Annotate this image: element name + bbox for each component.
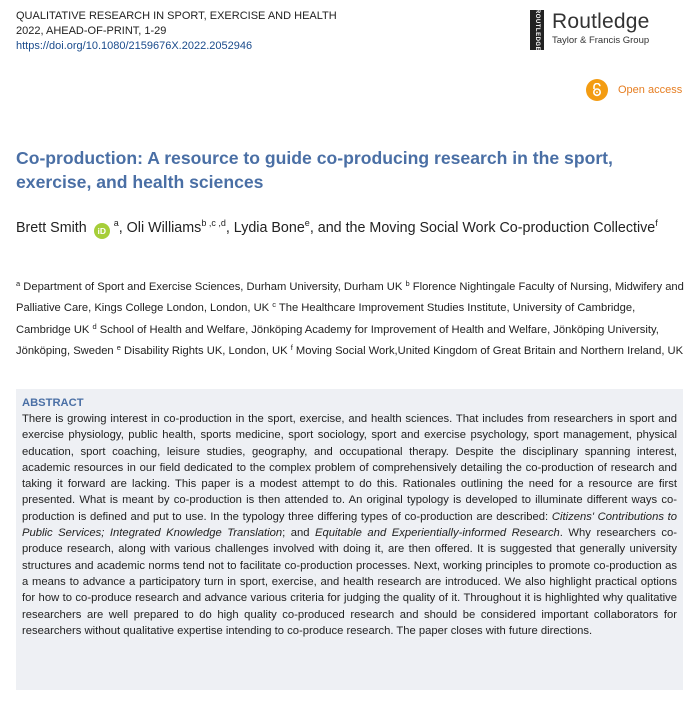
abstract-text: There is growing interest in co-production in the sport, exercise, and health sciences. That includes from researchers in sport and exercise physiology, public health, sports medicine, sport sociology, sport and exercise psychology, sport management, physical education, sport coaching, leisure studies, geography, and occupational therapy. Despite the disciplinary spanning interest, academic resources in our field dedicated to the complex problem of comprehensively detailing the co-production of research and taking it forward are lacking. This paper is a modest attempt to do this. Rationales outlining the need for a resource are first presented. What is meant by co-production is then attended to. An original typology is developed to illuminate different ways co-production is defined and put to use. In the typology three differing types of co-production are described: Citizens' Contributions to Public Services; Integrated Knowledge Translation; and Equitable and Experientially-informed Research. Why researchers co-produce research, along with various challenges involved with doing it, are then offered. It is suggested that generally university structures and academic norms tend not to facilitate co-production processes. Next, working principles to promote co-production as a means to advance a participatory turn in sport, exercise, and health research are introduced. We also highlight practical options for how to co-produce research and advance various criteria for judging the quality of it. Throughout it is highlighted why qualitative researchers are well prepared to do high quality co-produced research and should be considered important collaborators for researchers without qualitative expertise intending to co-produce research. The paper closes with future directions. — [22, 413, 677, 637]
orcid-icon[interactable]: iD — [94, 223, 110, 239]
affil-sup: a — [16, 279, 21, 288]
publisher-group: Taylor & Francis Group — [552, 35, 650, 46]
affil-text: Moving Social Work,United Kingdom of Great Britain and Northern Ireland, UK — [292, 344, 684, 357]
affil-sup: b — [405, 279, 410, 288]
author-affil-sup: b ,c ,d — [201, 218, 226, 228]
open-lock-icon — [586, 79, 608, 101]
article-title: Co-production: A resource to guide co-producing research in the sport, exercise, and health sciences — [16, 148, 613, 192]
affiliations — [16, 275, 686, 360]
author-affil-sup: a — [113, 218, 119, 228]
author-affil-sup: e — [304, 218, 310, 228]
publisher-name: Routledge — [552, 10, 650, 33]
publisher-logo — [530, 10, 650, 50]
affil-text: Disability Rights UK, London, UK — [120, 344, 291, 357]
author-name[interactable]: , Oli Williams — [118, 220, 202, 236]
open-access-label: Open access — [618, 84, 683, 96]
abstract-box — [16, 389, 683, 690]
affil-text: Department of Sport and Exercise Sciences, Durham University, Durham UK — [20, 281, 406, 293]
author-affil-sup: f — [655, 218, 658, 228]
affil-sup: d — [92, 321, 97, 331]
author-name[interactable]: , Lydia Bone — [225, 220, 305, 236]
affil-text: Florence Nightingale Faculty of Nursing, Midwifery and Palliative Care, Kings College London, London, UK — [16, 281, 684, 315]
author-name[interactable]: , and the Moving Social Work Co-production Collective — [309, 220, 656, 236]
doi-link[interactable]: https://doi.org/10.1080/2159676X.2022.2052946 — [16, 40, 253, 52]
abstract-heading: ABSTRACT — [22, 397, 84, 409]
affil-sup: e — [116, 342, 121, 352]
journal-name: QUALITATIVE RESEARCH IN SPORT, EXERCISE AND HEALTH — [16, 10, 337, 22]
journal-header — [16, 9, 337, 54]
affil-text: School of Health and Welfare, Jönköping Academy for Improvement of Health and Welfare, Jönköping University, Jönköping, Sweden — [16, 323, 659, 357]
journal-issue: 2022, AHEAD-OF-PRINT, 1-29 — [16, 25, 167, 37]
open-access-badge[interactable] — [586, 79, 682, 101]
affil-sup: c — [272, 300, 276, 310]
author-list — [16, 212, 686, 240]
routledge-mark-icon: ROUTLEDGE — [530, 10, 544, 50]
affil-sup: f — [290, 342, 293, 352]
affil-text: The Healthcare Improvement Studies Institute, University of Cambridge, Cambridge UK — [16, 302, 636, 336]
author-name[interactable]: Brett Smith — [16, 220, 87, 236]
